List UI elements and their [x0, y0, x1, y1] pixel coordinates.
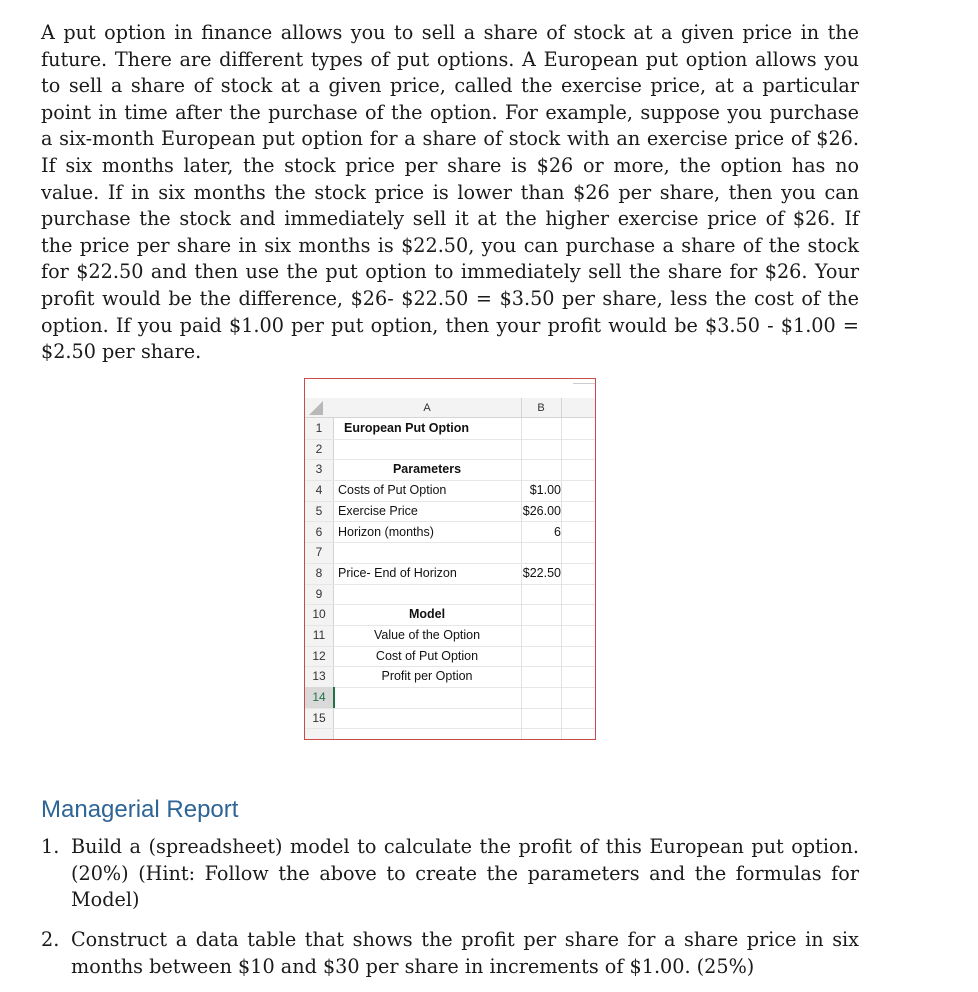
sheet-row-1	[305, 418, 595, 440]
sheet-row-7	[305, 542, 595, 564]
cell-b2	[521, 439, 561, 460]
cell-b4: $1.00	[529, 483, 561, 498]
row-number: 9	[315, 586, 323, 601]
row-number: 12	[312, 648, 326, 663]
cell-a1: European Put Option	[344, 421, 469, 435]
sheet-row-3	[305, 459, 595, 481]
cell-a6: Horizon (months)	[338, 524, 434, 539]
sheet-row-14	[305, 687, 595, 709]
row-number: 4	[315, 483, 323, 498]
cell-a9	[338, 584, 516, 605]
row-number: 11	[312, 628, 326, 642]
sheet-row-10	[305, 604, 595, 626]
spreadsheet-image	[304, 378, 596, 740]
cell-a10: Model	[408, 607, 446, 622]
sheet-row-5	[305, 501, 595, 523]
sheet-row-2	[305, 439, 595, 461]
cell-b15	[521, 708, 561, 729]
sheet-row-9	[305, 584, 595, 606]
row-number: 10	[312, 607, 326, 622]
cell-b14	[521, 687, 561, 708]
row-number: 1	[315, 421, 323, 435]
cell-a2	[338, 439, 516, 460]
sheet-row-6	[305, 522, 595, 544]
intro-paragraph: A put option in finance allows you to sell a share of stock at a given price in the future. There are different types of put options. A European put option allows you to sell a share of stock at a given price, called the exercise price, at a particular point in time after the purchase of the option. For example, suppose you purchase a six-month European put option for a share of stock with an exercise price of $26. If six months later, the stock price per share is $26 or more, the option has no value. If in six months the stock price is lower than $26 per share, then you can purchase the stock and immediately sell it at the higher exercise price of $26. If the price per share in six months is $22.50, you can purchase a share of the stock for $22.50 and then use the put option to immediately sell the share for $26. Your profit would be the difference, $26- $22.50 = $3.50 per share, less the cost of the option. If you paid $1.00 per put option, then your profit would be $3.50 - $1.00 = $2.50 per share.	[41, 21, 859, 364]
row-number: 15	[312, 710, 326, 725]
section-heading: Managerial Report	[41, 796, 239, 823]
cell-b13	[521, 666, 561, 687]
sheet-row-11	[305, 625, 595, 647]
item-number: 2.	[41, 928, 60, 951]
row-number: 5	[315, 503, 323, 518]
item-text: Build a (spreadsheet) model to calculate the profit of this European put option. (20%) (Hint: Follow the above to create the parameters and the formulas for Model)	[71, 835, 859, 912]
cell-a11: Value of the Option	[373, 628, 481, 642]
cell-a3: Parameters	[392, 462, 462, 477]
cell-a7	[338, 542, 516, 563]
sheet-row-12	[305, 646, 595, 668]
row-number: 7	[315, 545, 323, 560]
cell-b7	[521, 542, 561, 563]
column-divider	[521, 398, 522, 417]
select-all-corner	[309, 401, 323, 415]
row-number: 8	[315, 565, 323, 580]
sheet-row-13	[305, 666, 595, 688]
item-number: 1.	[41, 835, 60, 858]
cell-a8: Price- End of Horizon	[338, 565, 457, 580]
sheet-row-15	[305, 708, 595, 730]
item-text: Construct a data table that shows the profit per share for a share price in six months between $10 and $30 per share in increments of $1.00. (25%)	[71, 928, 859, 978]
cell-a15	[338, 708, 516, 729]
row-number: 6	[315, 524, 323, 539]
cell-a12: Cost of Put Option	[375, 648, 479, 663]
cell-b10	[521, 604, 561, 625]
cell-b11	[521, 625, 561, 646]
cell-b5: $26.00	[522, 503, 561, 518]
sheet-top-edge	[573, 379, 595, 384]
cell-b9	[521, 584, 561, 605]
cell-b12	[521, 646, 561, 667]
column-header-a: A	[423, 402, 431, 414]
cell-a5: Exercise Price	[338, 503, 418, 518]
row-number: 2	[315, 441, 323, 456]
column-header-b: B	[537, 402, 545, 414]
report-item-1	[41, 834, 859, 914]
sheet-row-8	[305, 563, 595, 585]
cell-a14	[338, 687, 516, 708]
cell-a4: Costs of Put Option	[338, 483, 447, 498]
cell-b8: $22.50	[522, 565, 561, 580]
row-number: 13	[312, 669, 326, 684]
row-number: 3	[315, 462, 323, 477]
row-number: 14	[305, 687, 335, 708]
cell-b6: 6	[554, 524, 561, 539]
report-item-2	[41, 927, 859, 980]
cell-a13: Profit per Option	[381, 669, 473, 684]
cell-b3	[521, 459, 561, 480]
cell-b1	[521, 418, 561, 439]
column-divider	[561, 398, 562, 417]
sheet-row-4	[305, 480, 595, 502]
